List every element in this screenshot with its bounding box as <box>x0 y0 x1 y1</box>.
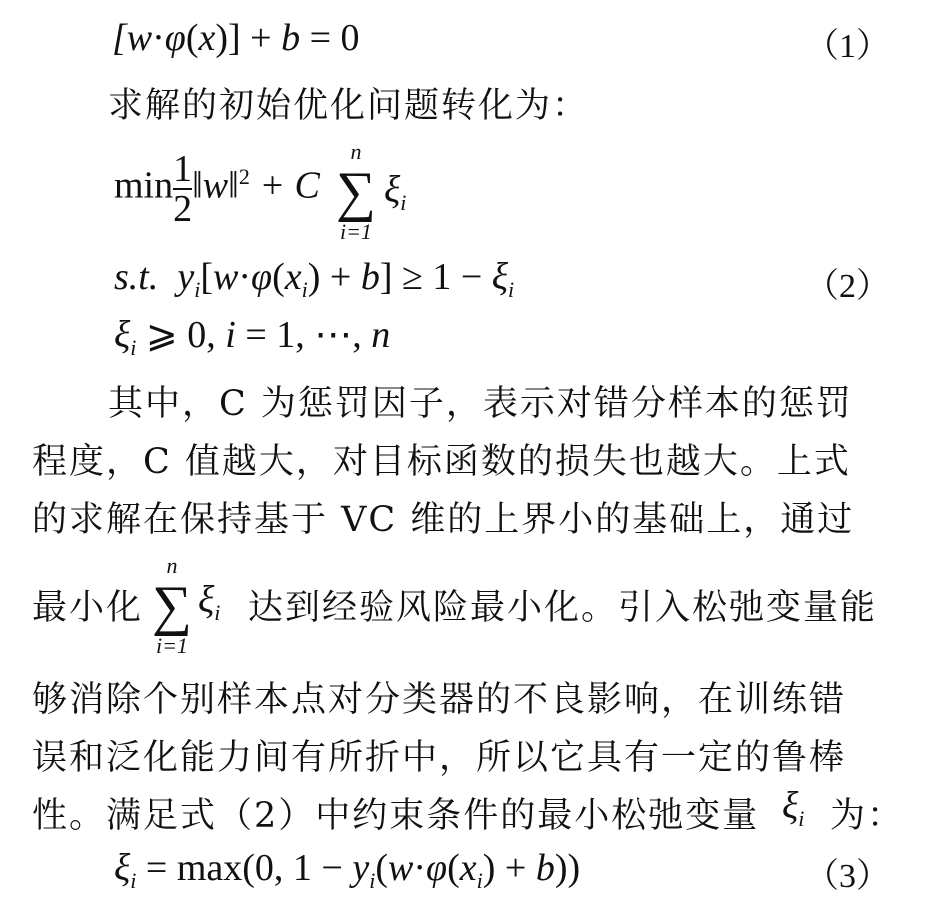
equation-3: $\xi_i = \max(0$, $1 - y_i(w\cdot\varphi(x_i) + b)$) <box>114 847 581 893</box>
inline-xi-2: $\xi_i$ <box>782 785 805 831</box>
equation-1: [w·φ(x)] + b = 0 <box>112 17 360 59</box>
equation-2-objective: min $\frac{1}{2}$ ‖w‖$^2$ + C <box>114 148 320 230</box>
equation-2-nonneg: $\xi_i$ ⩾ 0, i = 1, ⋯, n <box>114 314 391 360</box>
intro-text: 求解的初始优化问题转化为： <box>108 86 590 126</box>
paragraph-line-4-after: 达到经验风险最小化。引入松弛变量能 <box>248 588 878 628</box>
fraction-one-half: $\frac{1}{2}$ <box>173 148 193 230</box>
equation-1-number: （1） <box>805 28 890 65</box>
paragraph-line-7-after: 为： <box>830 796 905 836</box>
paragraph-line-4-before: 最小化 <box>32 588 144 628</box>
inline-summation-symbol: n ∑ i=1 <box>152 553 192 658</box>
paragraph-line-6: 误和泛化能力间有所折中，所以它具有一定的鲁棒 <box>32 738 847 778</box>
equation-2-constraint: s.t. $y_i[w\cdot\varphi(x_i) + b] \ge 1 - \xi_i$ <box>114 256 515 302</box>
paragraph-line-2: 程度，C 值越大，对目标函数的损失也越大。上式 <box>32 442 851 482</box>
equation-2-number: （2） <box>805 268 890 305</box>
paragraph-line-3: 的求解在保持基于 VC 维的上界小的基础上，通过 <box>32 500 855 540</box>
paragraph-line-7-before: 性。满足式（2）中约束条件的最小松弛变量 <box>32 796 760 836</box>
sum-term-xi: $\xi_i$ <box>384 169 407 215</box>
summation-symbol: n ∑ i=1 <box>336 139 376 244</box>
paragraph-line-1: 其中，C 为惩罚因子，表示对错分样本的惩罚 <box>108 384 853 424</box>
paragraph-line-5: 够消除个别样本点对分类器的不良影响，在训练错 <box>32 680 847 720</box>
inline-xi: $\xi_i$ <box>198 579 221 625</box>
equation-3-number: （3） <box>805 858 890 895</box>
